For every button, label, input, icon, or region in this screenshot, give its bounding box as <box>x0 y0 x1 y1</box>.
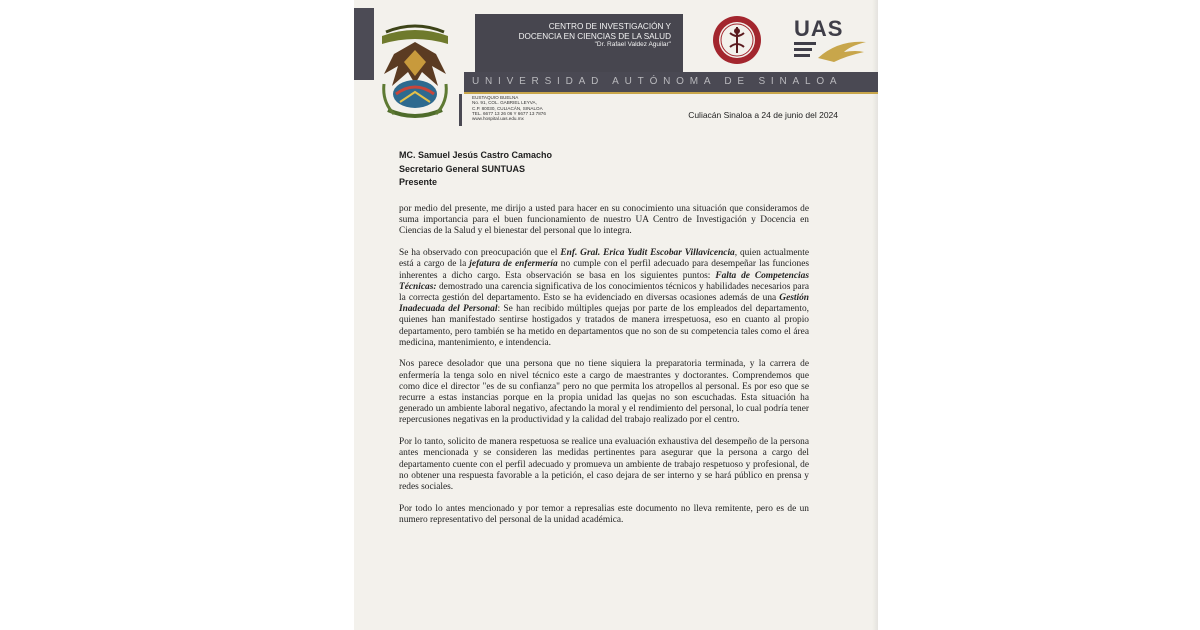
addressee-block <box>399 149 552 190</box>
center-name-line3: "Dr. Rafael Valdez Aguilar" <box>594 41 671 48</box>
emphasis-person-name: Enf. Gral. Erica Yudit Escobar Villavicencia <box>560 248 735 259</box>
uas-eagle-logo-icon <box>794 16 868 64</box>
address-line: www.hospital.uas.edu.mx <box>472 116 524 122</box>
university-crest-icon <box>374 14 456 124</box>
letter-body <box>399 204 809 537</box>
paragraph-observation <box>399 248 809 349</box>
text-run: Se ha observado con preocupación que el <box>399 248 561 259</box>
emphasis-point-2: Gestión Inadecuada del Personal <box>399 292 809 315</box>
address-line: TEL. 6677 13 26 06 Y 6677 13 7876 <box>472 110 546 116</box>
gold-stripe <box>464 92 878 94</box>
text-run: , quien actualmente está a cargo de la <box>399 248 809 270</box>
address-line: No. 91, COL. GABRIEL LEYVA, <box>472 100 537 106</box>
emphasis-point-1: Falta de Competencias Técnicas: <box>399 270 809 292</box>
paragraph-intro: por medio del presente, me dirijo a usted para hacer en su conocimiento una situación que consideramos de suma importancia para el buen funcionamiento de nuestro UA Centro de Investigación y Docencia en Ciencias de la Salud y el bienestar del personal que lo integra. <box>399 204 809 237</box>
addressee-name: MC. Samuel Jesús Castro Camacho <box>399 150 553 160</box>
uas-logo-text: UAS <box>794 16 844 41</box>
emphasis-position: jefatura de enfermería <box>469 259 558 270</box>
center-name <box>475 22 671 49</box>
center-name-line1: CENTRO DE INVESTIGACIÓN Y <box>548 22 671 31</box>
hospital-seal-icon <box>712 15 762 65</box>
letterhead-left-bar <box>354 8 374 80</box>
page-shadow <box>872 0 878 630</box>
address-line: C.P. 80030, CULIACÁN, SINALOA <box>472 105 543 111</box>
text-run: no cumple con el perfil adecuado para desempeñar las funciones inherentes a dicho cargo. Esta observación se basa en los siguientes puntos: <box>399 259 810 281</box>
letterhead-address <box>472 95 546 121</box>
paragraph-request: Por lo tanto, solicito de manera respetuosa se realice una evaluación exhaustiva del desempeño de la persona antes mencionada y se consideren las medidas pertinentes para asegurar que la persona a cargo del departamento cuente con el perfil adecuado y promueva un ambiente de trabajo respetuoso y profesional, de no obtener una respuesta favorable a la petición, el caso dejara de ser interno y se hará público en prensa y redes sociales. <box>399 437 809 492</box>
paragraph-concerns: Nos parece desolador que una persona que no tiene siquiera la preparatoria terminada, y la carrera de enfermería la tenga solo en nivel técnico este a cargo de maestrantes y doctorantes. Comprendemos que como dice el director "es de su confianza" pero no que permita los atropellos al personal. Es por eso que se recurre a estas instancias porque en la propia unidad las quejas no son escuchadas. Esta situación ha generado un ambiente laboral negativo, afectando la moral y el rendimiento del personal, lo cual podría tener repercusiones negativas en la productividad y la calidad del trabajo realizado por el centro. <box>399 359 809 426</box>
text-run: demostrado una carencia significativa de los conocimientos técnicos y habilidades necesarios para la correcta gestión del departamento. Esto se ha evidenciado en diversas ocasiones además de una <box>399 281 809 303</box>
addressee-closing: Presente <box>399 177 438 187</box>
address-rule <box>459 94 462 126</box>
text-run: : Se han recibido múltiples quejas por parte de los empleados del departamento, quienes han manifestado sentirse hostigados y tratados de manera irrespetuosa, eso en cuanto al propio departamento, pero también se ha metido en departamentos que no son de su competencia tales como el área medicina, mantenimiento, e intendencia. <box>399 304 809 348</box>
uas-eagle-wing-icon <box>794 38 868 64</box>
letter-page <box>354 0 878 630</box>
center-name-line2: DOCENCIA EN CIENCIAS DE LA SALUD <box>518 31 671 41</box>
letter-date: Culiacán Sinaloa a 24 de junio del 2024 <box>688 110 838 120</box>
address-line: EUSTAQUIO BUELNA <box>472 95 519 100</box>
addressee-title: Secretario General SUNTUAS <box>399 163 526 174</box>
university-name: UNIVERSIDAD AUTÓNOMA DE SINALOA <box>472 76 843 87</box>
paragraph-closing: Por todo lo antes mencionado y por temor a represalias este documento no lleva remitente, pero es de un numero representativo del personal de la unidad académica. <box>399 503 809 525</box>
